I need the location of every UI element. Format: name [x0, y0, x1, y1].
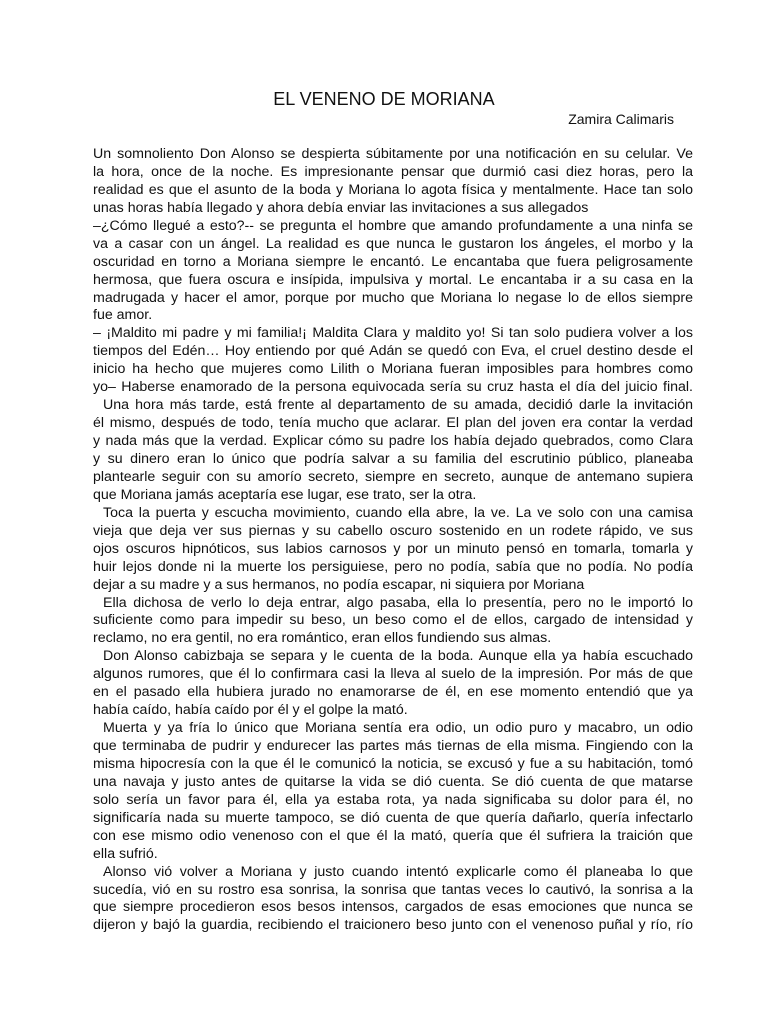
text-line-content: solo sería un favor para él, ella ya estaba rota, ya nada significaba su dolor para él, no — [93, 791, 693, 808]
text-line-content: y su dinero eran lo único que podría salvar a su familia del escrutinio público, planeaba — [93, 450, 693, 467]
text-line-content: que terminaba de pudrir y endurecer las partes más tiernas de ella misma. Fingiendo con la — [93, 738, 693, 755]
text-line — [93, 846, 693, 864]
story-body — [93, 146, 693, 935]
text-line-content: había caído, había caído por él y el golpe la mató. — [93, 702, 408, 719]
text-line — [93, 684, 693, 702]
text-line-content: Alonso vió volver a Moriana y justo cuando intentó explicarle como él planeaba lo que — [103, 863, 693, 880]
text-line-content: significaría nada su muerte tampoco, se dió cuenta de que quería dañarlo, quería infectarlo — [93, 809, 693, 826]
text-line — [93, 361, 693, 379]
text-line — [93, 702, 693, 720]
text-line — [93, 595, 693, 613]
text-line — [93, 254, 693, 272]
text-line-content: Ella dichosa de verlo lo deja entrar, algo pasaba, ella lo presentía, pero no le importó lo — [103, 594, 693, 611]
text-line — [93, 828, 693, 846]
text-line-content: – ¡Maldito mi padre y mi familia!¡ Maldita Clara y maldito yo! Si tan solo pudiera volver a los — [93, 325, 693, 342]
text-line-content: oscuridad en torno a Moriana siempre le encantó. Le encantaba que fuera peligrosamente — [93, 253, 693, 270]
text-line-content: algunos rumores, que él lo confirmara casi la lleva al suelo de la impresión. Por más de que — [93, 666, 693, 683]
text-line — [93, 200, 693, 218]
text-line-content: reclamo, no era gentil, no era romántico, eran ellos fundiendo sus almas. — [93, 630, 552, 647]
text-line — [93, 397, 693, 415]
text-line-content: dijeron y bajó la guardia, recibiendo el traicionero beso junto con el venenoso puñal y río, río — [93, 917, 693, 934]
text-line-content: sucedía, vió en su rostro esa sonrisa, la sonrisa que tantas veces lo cautivó, la sonrisa a la — [93, 881, 693, 898]
text-line-content: tiempos del Edén… Hoy entiendo por qué Adán se quedó con Eva, el cruel destino desde el — [93, 343, 693, 360]
text-line — [93, 899, 693, 917]
text-line-content: ojos oscuros hipnóticos, sus labios carnosos y por un minuto pensó en tomarla, tomarla y — [93, 540, 693, 557]
text-line — [93, 864, 693, 882]
text-line — [93, 164, 693, 182]
text-line-content: hermosa, que fuera oscura e insípida, impulsiva y mortal. Le encantaba ir a su casa en la — [93, 271, 693, 288]
text-line — [93, 648, 693, 666]
text-line — [93, 487, 693, 505]
text-line-content: en el pasado ella hubiera jurado no enamorarse de él, en ese momento entendió que ya — [93, 684, 693, 701]
text-line — [93, 774, 693, 792]
text-line — [93, 523, 693, 541]
text-line-content: Don Alonso cabizbaja se separa y le cuenta de la boda. Aunque ella ya había escuchado — [103, 648, 693, 665]
text-line — [93, 182, 693, 200]
text-line — [93, 469, 693, 487]
text-line-content: Toca la puerta y escucha movimiento, cuando ella abre, la ve. La ve solo con una camisa — [103, 504, 693, 521]
text-line — [93, 307, 693, 325]
text-line — [93, 559, 693, 577]
text-line-content: que Moriana jamás aceptaría ese lugar, ese trato, ser la otra. — [93, 486, 477, 503]
document-title: EL VENENO DE MORIANA — [273, 89, 495, 109]
text-line — [93, 577, 693, 595]
text-line-content: vieja que deja ver sus piernas y su cabello oscuro sostenido en un rodete rápido, ve sus — [93, 522, 693, 539]
text-line — [93, 433, 693, 451]
text-line-content: va a casar con un ángel. La realidad es que nunca le gustaron los ángeles, el morbo y la — [93, 235, 693, 252]
text-line-content: con ese mismo odio venenoso con el que él la mató, quería que él sufriera la traición que — [93, 827, 693, 844]
text-line-content: huir lejos donde ni la muerte los persiguiese, pero no podía, sabía que no podía. No podía — [93, 558, 693, 575]
text-line — [93, 720, 693, 738]
text-line-content: él mismo, después de todo, tenía mucho que aclarar. El plan del joven era contar la verdad — [93, 415, 693, 432]
text-line — [93, 792, 693, 810]
text-line — [93, 541, 693, 559]
text-line — [93, 218, 693, 236]
text-line-content: realidad es que el asunto de la boda y Moriana lo agota física y mentalmente. Hace tan solo — [93, 181, 693, 198]
text-line — [93, 325, 693, 343]
text-line-content: Muerta y ya fría lo único que Moriana sentía era odio, un odio puro y macabro, un odio — [103, 720, 693, 737]
author-name: Zamira Calimaris — [568, 111, 674, 127]
text-line — [93, 810, 693, 828]
text-line-content: –¿Cómo llegué a esto?-- se pregunta el hombre que amando profundamente a una ninfa se — [93, 217, 693, 234]
text-line-content: misma hipocresía con la que él le comunicó la noticia, se excusó y fue a su habitación, tomó — [93, 755, 693, 772]
text-line — [93, 146, 693, 164]
text-line — [93, 666, 693, 684]
text-line — [93, 379, 693, 397]
text-line-content: dejar a su madre y a sus hermanos, no podía escapar, ni siquiera por Moriana — [93, 576, 585, 593]
text-line — [93, 505, 693, 523]
text-line-content: inicio ha hecho que mujeres como Lilith o Moriana fueran imposibles para hombres como — [93, 361, 693, 378]
text-line-content: la hora, once de la noche. Es impresionante pensar que durmió casi diez horas, pero la — [93, 163, 693, 180]
text-line-content: yo– Haberse enamorado de la persona equivocada sería su cruz hasta el día del juicio final. — [93, 379, 693, 396]
text-line — [93, 917, 693, 935]
text-line-content: una navaja y justo antes de quitarse la vida se dió cuenta. Se dió cuenta de que matarse — [93, 773, 693, 790]
text-line — [93, 756, 693, 774]
text-line-content: madrugada y hacer el amor, porque por mucho que Moriana lo negase lo de ellos siempre — [93, 289, 693, 306]
text-line-content: plantearle seguir con su amorío secreto, siempre en secreto, aunque de antemano supiera — [93, 468, 693, 485]
text-line — [93, 236, 693, 254]
text-line — [93, 451, 693, 469]
text-line — [93, 290, 693, 308]
text-line — [93, 882, 693, 900]
text-line — [93, 612, 693, 630]
text-line — [93, 343, 693, 361]
text-line — [93, 272, 693, 290]
text-line-content: Un somnoliento Don Alonso se despierta súbitamente por una notificación en su celular. Ve — [93, 146, 693, 162]
text-line-content: que siempre procedieron esos besos intensos, cargados de esas emociones que nunca se — [93, 899, 693, 916]
text-line — [93, 415, 693, 433]
text-line-content: suficiente como para impedir su beso, un beso como el de ellos, cargado de intensidad y — [93, 612, 693, 629]
text-line-content: ella sufrió. — [93, 845, 158, 862]
text-line-content: unas horas había llegado y ahora debía enviar las invitaciones a sus allegados — [93, 199, 589, 216]
text-line-content: fue amor. — [93, 307, 153, 324]
text-line-content: Una hora más tarde, está frente al departamento de su amada, decidió darle la invitación — [103, 397, 693, 414]
text-line — [93, 630, 693, 648]
text-line — [93, 738, 693, 756]
text-line-content: y nada más que la verdad. Explicar cómo su padre los había dejado quebrados, como Clara — [93, 433, 693, 450]
